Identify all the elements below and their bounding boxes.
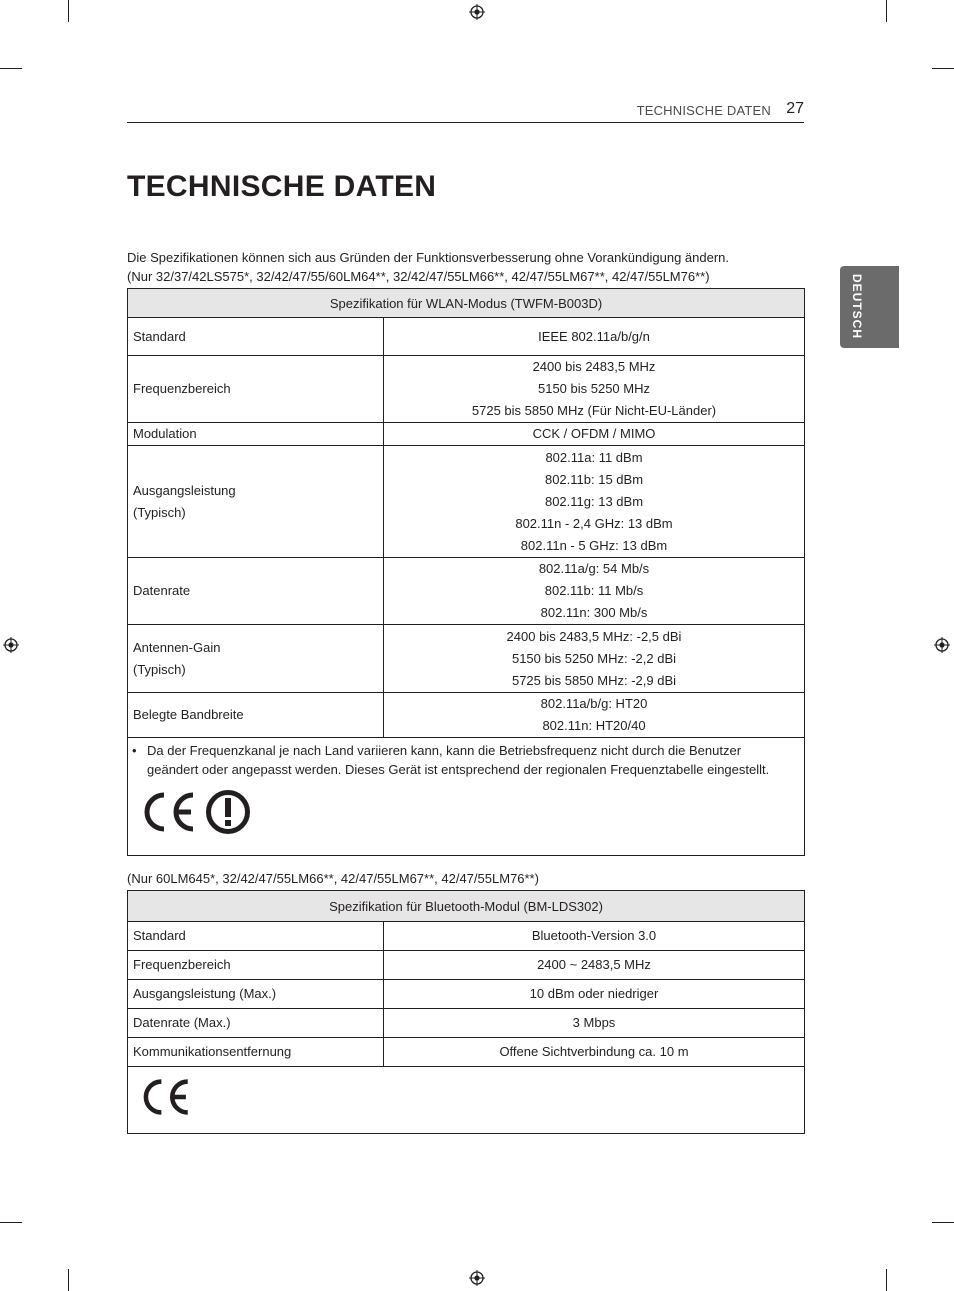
intro-line: Die Spezifikationen können sich aus Gründen der Funktionsverbesserung ohne Vorankündigung ändern. (127, 250, 730, 265)
value-line: CCK / OFDM / MIMO (532, 426, 656, 441)
value-line: 802.11n - 5 GHz: 13 dBm (520, 537, 668, 553)
bluetooth-spec-table (127, 890, 805, 1134)
value-line: IEEE 802.11a/b/g/n (538, 328, 650, 344)
running-header (127, 100, 804, 123)
spec-label (128, 356, 384, 423)
label-line: Belegte Bandbreite (133, 707, 244, 722)
label-line: Datenrate (133, 583, 191, 598)
bluetooth-table-caption: Spezifikation für Bluetooth-Modul (BM-LDS302) (128, 891, 805, 922)
value-line: 2400 bis 2483,5 MHz: -2,5 dBi (506, 628, 682, 644)
spec-value: Offene Sichtverbindung ca. 10 m (384, 1038, 805, 1067)
label-line: Standard (133, 328, 186, 344)
ce-mark-icon (135, 790, 201, 834)
language-tab (840, 266, 899, 348)
value-line: 802.11g: 13 dBm (544, 493, 644, 509)
spec-label (128, 423, 384, 446)
intro-text (127, 248, 817, 286)
spec-value (384, 423, 805, 446)
spec-label: Standard (128, 922, 384, 951)
intro-models: (Nur 32/37/42LS575*, 32/42/47/55/60LM64**, 32/42/47/55LM66**, 42/47/55LM67**, 42/47/55LM76**) (127, 269, 710, 284)
registration-mark-icon (469, 4, 485, 20)
spec-label (128, 446, 384, 558)
registration-mark-icon (3, 637, 19, 653)
value-line: 802.11b: 11 Mb/s (544, 583, 644, 598)
value-line: 802.11n - 2,4 GHz: 13 dBm (515, 515, 673, 531)
spec-value (384, 356, 805, 423)
spec-label (128, 693, 384, 738)
spec-label: Frequenzbereich (128, 951, 384, 980)
wlan-spec-table (127, 288, 805, 856)
spec-value (384, 318, 805, 356)
spec-value: 10 dBm oder niedriger (384, 980, 805, 1009)
header-section-title: TECHNISCHE DATEN (636, 103, 771, 118)
page-title: TECHNISCHE DATEN (127, 170, 437, 203)
wlan-note-cell (128, 738, 805, 856)
label-line: Modulation (133, 426, 197, 441)
spec-value: Bluetooth-Version 3.0 (384, 922, 805, 951)
label-line: Antennen-Gain (133, 639, 221, 655)
bluetooth-marks-cell (128, 1067, 805, 1134)
value-line: 802.11n: 300 Mb/s (540, 605, 648, 620)
value-line: 5150 bis 5250 MHz: -2,2 dBi (511, 650, 677, 666)
value-line: 802.11a: 11 dBm (545, 449, 643, 465)
spec-value (384, 558, 805, 625)
conformity-marks (128, 779, 804, 839)
class2-alert-icon (205, 789, 251, 835)
label-line: (Typisch) (133, 661, 186, 677)
spec-value: 2400 ~ 2483,5 MHz (384, 951, 805, 980)
value-line: 802.11a/g: 54 Mb/s (538, 561, 650, 576)
value-line: 5725 bis 5850 MHz: -2,9 dBi (511, 672, 677, 688)
frequency-note: • Da der Frequenzkanal je nach Land variieren kann, kann die Betriebsfrequenz nicht durch die Benutzer geändert oder angepasst werden. Dieses Gerät ist entsprechend der regionalen Frequenztabelle eingestellt. (128, 738, 804, 779)
spec-label: Ausgangsleistung (Max.) (128, 980, 384, 1009)
value-line: 802.11b: 15 dBm (544, 471, 644, 487)
label-line: Ausgangsleistung (133, 482, 236, 498)
spec-label: Datenrate (Max.) (128, 1009, 384, 1038)
spec-value (384, 693, 805, 738)
spec-value: 3 Mbps (384, 1009, 805, 1038)
registration-mark-icon (469, 1270, 485, 1286)
language-tab-label: DEUTSCH (850, 274, 864, 340)
registration-mark-icon (934, 637, 950, 653)
spec-label (128, 625, 384, 693)
value-line: 802.11a/b/g: HT20 (540, 696, 648, 711)
conformity-marks (128, 1067, 804, 1122)
spec-label (128, 558, 384, 625)
spec-value (384, 446, 805, 558)
value-line: 802.11n: HT20/40 (542, 718, 646, 733)
page-number: 27 (786, 100, 804, 117)
ce-mark-icon (135, 1076, 195, 1118)
value-line: 2400 bis 2483,5 MHz (532, 359, 656, 374)
spec-label: Kommunikationsentfernung (128, 1038, 384, 1067)
value-line: 5725 bis 5850 MHz (Für Nicht-EU-Länder) (471, 403, 717, 418)
spec-value (384, 625, 805, 693)
label-line: (Typisch) (133, 504, 186, 520)
wlan-table-caption: Spezifikation für WLAN-Modus (TWFM-B003D) (128, 289, 805, 318)
value-line: 5150 bis 5250 MHz (537, 381, 650, 396)
spec-label (128, 318, 384, 356)
bluetooth-models: (Nur 60LM645*, 32/42/47/55LM66**, 42/47/55LM67**, 42/47/55LM76**) (127, 871, 539, 886)
label-line: Frequenzbereich (133, 381, 231, 396)
